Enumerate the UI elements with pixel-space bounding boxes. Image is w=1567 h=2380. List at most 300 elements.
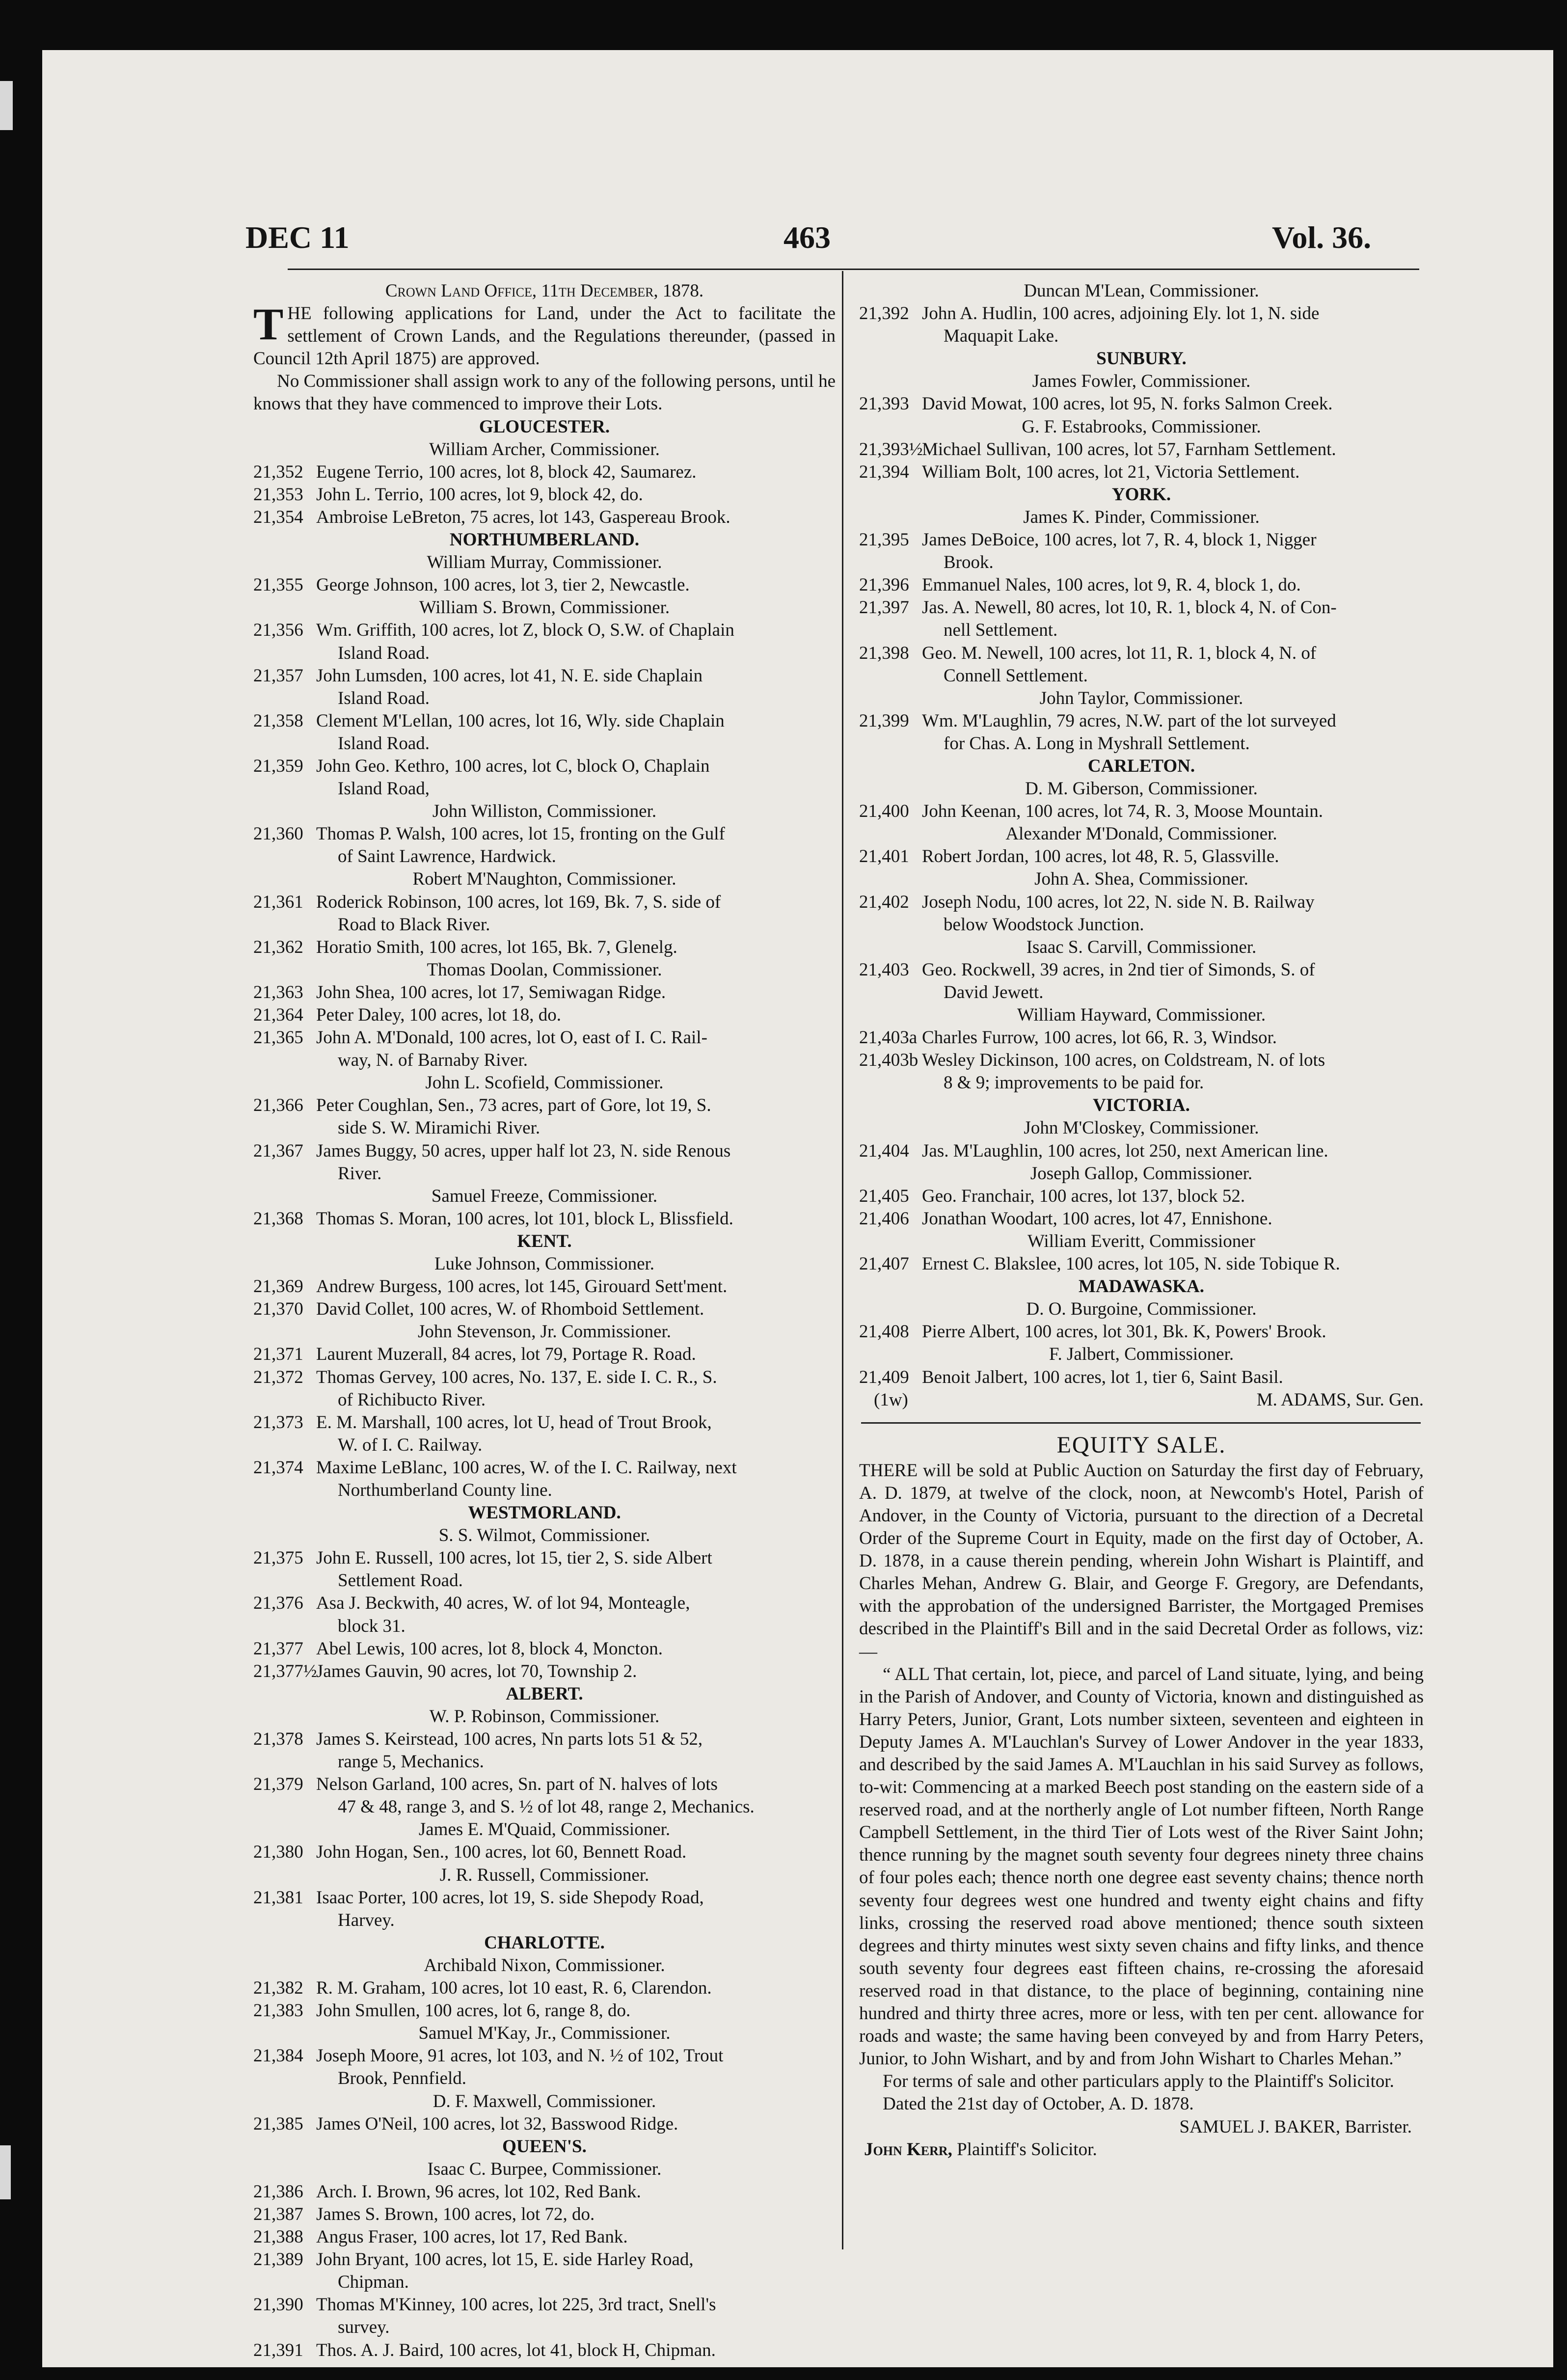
application-number: 21,405	[859, 1186, 909, 1206]
application-entry	[859, 642, 1424, 687]
commissioner-line: W. P. Robinson, Commissioner.	[429, 1706, 660, 1727]
application-text	[316, 1457, 836, 1502]
application-number: 21,365	[253, 1028, 303, 1048]
application-entry	[253, 2181, 836, 2203]
county-heading: KENT.	[517, 1231, 572, 1251]
application-line: Emmanuel Nales, 100 acres, lot 9, R. 4, block 1, do.	[922, 575, 1301, 595]
intro-text: HE following applications for Land, under the Act to facilitate the settlement of Crown Lands, and the Regulations thereunder, (passed in Council 12th April 1875) are approved.	[253, 303, 836, 369]
application-line: John Smullen, 100 acres, lot 6, range 8, do.	[316, 2001, 631, 2021]
application-number: 21,382	[253, 1978, 303, 1999]
application-continuation: for Chas. A. Long in Myshrall Settlement.	[944, 733, 1250, 754]
application-entry	[859, 1140, 1424, 1163]
application-line: Wm. Griffith, 100 acres, lot Z, block O, S.W. of Chaplain	[316, 620, 734, 641]
application-line: Charles Furrow, 100 acres, lot 66, R. 3, Windsor.	[922, 1028, 1277, 1048]
notice-dated: Dated the 21st day of October, A. D. 1878.	[883, 2094, 1194, 2114]
application-number: 21,373	[253, 1412, 303, 1433]
commissioner-line: William S. Brown, Commissioner.	[419, 597, 670, 618]
application-line: James DeBoice, 100 acres, lot 7, R. 4, block 1, Nigger	[922, 530, 1317, 550]
commissioner-line: John M'Closkey, Commissioner.	[1024, 1118, 1259, 1138]
application-number: 21,357	[253, 665, 303, 686]
application-line: John Geo. Kethro, 100 acres, lot C, block O, Chaplain	[316, 756, 710, 776]
application-continuation: way, N. of Barnaby River.	[338, 1050, 528, 1071]
application-line: James Buggy, 50 acres, upper half lot 23, N. side Renous	[316, 1140, 731, 1161]
commissioner-line: William Murray, Commissioner.	[427, 552, 662, 573]
application-line: Robert Jordan, 100 acres, lot 48, R. 5, Glassville.	[922, 846, 1279, 867]
application-line: Horatio Smith, 100 acres, lot 165, Bk. 7, Glenelg.	[316, 937, 677, 957]
application-number: 21,403a	[859, 1028, 918, 1048]
application-line: Michael Sullivan, 100 acres, lot 57, Farnham Settlement.	[922, 439, 1336, 460]
application-number: 21,402	[859, 892, 909, 912]
application-text	[922, 596, 1424, 642]
application-number: 21,376	[253, 1593, 303, 1614]
application-entry	[253, 936, 836, 959]
application-text	[316, 1208, 836, 1230]
signature-line	[859, 1389, 1424, 1411]
application-line: Arch. I. Brown, 96 acres, lot 102, Red Bank.	[316, 2181, 641, 2202]
scan-edge-mark	[0, 2145, 11, 2199]
application-text	[316, 823, 836, 868]
application-number: 21,389	[253, 2249, 303, 2270]
intro-paragraph	[253, 299, 836, 370]
commissioner-line: D. M. Giberson, Commissioner.	[1025, 779, 1258, 799]
application-text	[316, 755, 836, 800]
application-line: Asa J. Beckwith, 40 acres, W. of lot 94, Monteagle,	[316, 1593, 690, 1614]
county-heading: CARLETON.	[1087, 756, 1195, 776]
application-entry	[253, 1411, 836, 1457]
application-text	[316, 1411, 836, 1457]
application-continuation: Chipman.	[338, 2272, 409, 2293]
application-continuation: of Saint Lawrence, Hardwick.	[338, 846, 556, 867]
commissioner-line: James Fowler, Commissioner.	[1032, 371, 1251, 392]
application-number: 21,392	[859, 303, 909, 324]
application-text	[922, 1366, 1424, 1389]
application-number: 21,409	[859, 1367, 909, 1387]
application-text	[316, 2203, 836, 2226]
commissioner-line: William Archer, Commissioner.	[429, 439, 660, 460]
application-number: 21,362	[253, 937, 303, 957]
application-line: James S. Keirstead, 100 acres, Nn parts lots 51 & 52,	[316, 1729, 703, 1749]
application-entry	[859, 1208, 1424, 1230]
application-text	[316, 1140, 836, 1185]
application-number: 21,391	[253, 2340, 303, 2360]
application-entry	[859, 800, 1424, 823]
commissioner-line: John Taylor, Commissioner.	[1039, 688, 1243, 708]
application-text	[922, 1049, 1424, 1094]
left-column	[253, 280, 836, 2362]
application-entry	[253, 1027, 836, 1072]
application-number: 21,352	[253, 461, 303, 482]
commissioner-line: Duncan M'Lean, Commissioner.	[1024, 281, 1259, 301]
application-line: John Bryant, 100 acres, lot 15, E. side Harley Road,	[316, 2249, 694, 2270]
commissioner-line: Isaac C. Burpee, Commissioner.	[427, 2159, 662, 2179]
application-text	[316, 1547, 836, 1592]
application-entry	[253, 1275, 836, 1298]
application-number: 21,378	[253, 1729, 303, 1749]
application-number: 21,377½	[253, 1661, 317, 1681]
application-text	[316, 2294, 836, 2339]
notice-solicitor	[859, 2138, 1424, 2161]
county-heading: QUEEN'S.	[502, 2136, 587, 2157]
application-text	[922, 800, 1424, 823]
application-continuation: Island Road.	[338, 688, 430, 708]
application-number: 21,403b	[859, 1050, 919, 1071]
application-entry	[253, 2045, 836, 2090]
application-entry	[253, 710, 836, 755]
commissioner-line: Isaac S. Carvill, Commissioner.	[1026, 937, 1257, 957]
application-number: 21,385	[253, 2113, 303, 2134]
application-text	[316, 2181, 836, 2203]
application-number: 21,404	[859, 1140, 909, 1161]
application-text	[316, 574, 836, 596]
notice-rule	[861, 1422, 1421, 1424]
application-line: Eugene Terrio, 100 acres, lot 8, block 42, Saumarez.	[316, 461, 697, 482]
application-number: 21,370	[253, 1299, 303, 1320]
application-number: 21,377	[253, 1638, 303, 1659]
application-continuation: 8 & 9; improvements to be paid for.	[944, 1073, 1204, 1093]
application-entry	[253, 1343, 836, 1366]
application-entry	[253, 1887, 836, 1932]
gazette-page	[42, 50, 1553, 2367]
application-continuation: of Richibucto River.	[338, 1389, 486, 1410]
application-number: 21,396	[859, 575, 909, 595]
application-number: 21,375	[253, 1548, 303, 1569]
commissioner-line: Thomas Doolan, Commissioner.	[427, 959, 662, 980]
application-line: Isaac Porter, 100 acres, lot 19, S. side Shepody Road,	[316, 1887, 704, 1908]
commissioner-line: John Williston, Commissioner.	[432, 801, 657, 822]
application-text	[922, 529, 1424, 574]
commissioner-line: J. R. Russell, Commissioner.	[439, 1865, 649, 1885]
application-text	[316, 484, 836, 506]
application-entry	[859, 1049, 1424, 1094]
application-line: Wm. M'Laughlin, 79 acres, N.W. part of the lot surveyed	[922, 710, 1336, 731]
application-number: 21,360	[253, 824, 303, 844]
application-continuation: survey.	[338, 2317, 390, 2338]
application-number: 21,354	[253, 507, 303, 527]
county-heading: GLOUCESTER.	[479, 416, 610, 437]
application-line: Joseph Nodu, 100 acres, lot 22, N. side N. B. Railway	[922, 892, 1315, 912]
application-continuation: 47 & 48, range 3, and S. ½ of lot 48, range 2, Mechanics.	[338, 1797, 755, 1817]
application-number: 21,368	[253, 1208, 303, 1229]
application-continuation: Harvey.	[338, 1910, 395, 1930]
application-number: 21,356	[253, 620, 303, 641]
application-number: 21,383	[253, 2001, 303, 2021]
application-entry	[253, 506, 836, 529]
application-continuation: Brook, Pennfield.	[338, 2068, 467, 2089]
application-line: Thomas M'Kinney, 100 acres, lot 225, 3rd tract, Snell's	[316, 2295, 716, 2315]
application-entry	[859, 1027, 1424, 1049]
application-text	[316, 2226, 836, 2248]
application-line: Geo. M. Newell, 100 acres, lot 11, R. 1, block 4, N. of	[922, 643, 1317, 663]
commissioner-line: D. O. Burgoine, Commissioner.	[1026, 1299, 1257, 1320]
application-line: Thomas Gervey, 100 acres, No. 137, E. side I. C. R., S.	[316, 1367, 717, 1387]
commissioner-line: James K. Pinder, Commissioner.	[1023, 507, 1260, 527]
application-continuation: Road to Black River.	[338, 914, 490, 935]
application-number: 21,363	[253, 982, 303, 1002]
commissioner-line: Luke Johnson, Commissioner.	[434, 1254, 655, 1274]
application-continuation: range 5, Mechanics.	[338, 1752, 484, 1772]
application-text	[922, 845, 1424, 868]
commissioner-line: John L. Scofield, Commissioner.	[425, 1073, 664, 1093]
application-line: John Lumsden, 100 acres, lot 41, N. E. side Chaplain	[316, 665, 703, 686]
application-number: 21,367	[253, 1140, 303, 1161]
solicitor-title: Plaintiff's Solicitor.	[957, 2139, 1097, 2160]
application-entry	[253, 1638, 836, 1660]
notice-paragraph: For terms of sale and other particulars apply to the Plaintiff's Solicitor.	[883, 2071, 1394, 2092]
commissioner-line: Robert M'Naughton, Commissioner.	[412, 869, 676, 890]
application-continuation: below Woodstock Junction.	[944, 914, 1144, 935]
commissioner-line: John Stevenson, Jr. Commissioner.	[418, 1322, 671, 1342]
application-text	[922, 1185, 1424, 1208]
application-continuation: W. of I. C. Railway.	[338, 1434, 483, 1455]
application-text	[316, 1366, 836, 1411]
application-number: 21,400	[859, 801, 909, 822]
application-line: E. M. Marshall, 100 acres, lot U, head of Trout Brook,	[316, 1412, 712, 1433]
application-continuation: River.	[338, 1163, 382, 1184]
application-text	[316, 1841, 836, 1864]
application-text	[922, 642, 1424, 687]
application-continuation: Connell Settlement.	[944, 665, 1088, 686]
county-heading: WESTMORLAND.	[468, 1503, 621, 1523]
application-entry	[859, 959, 1424, 1004]
notice-paragraph: THERE will be sold at Public Auction on Saturday the first day of February, A. D. 1879, at twelve of the clock, noon, at Newcomb's Hotel, Parish of Andover, in the County of Victoria, pursuant to the direction of a Decretal Order of the Supreme Court in Equity, made on the first day of October, A. D. 1878, in a cause therein pending, wherein John Wishart is Plaintiff, and Charles Mehan, Andrew G. Blair, and George F. Gregory, are Defendants, with the approbation of the undersigned Barrister, the Mortgaged Premises described in the Plaintiff's Bill and in the said Decretal Order as follows, viz:—	[859, 1460, 1424, 1662]
application-text	[316, 1660, 836, 1683]
application-text	[316, 1343, 836, 1366]
county-heading: NORTHUMBERLAND.	[449, 530, 640, 550]
commissioner-line: John A. Shea, Commissioner.	[1034, 869, 1248, 890]
application-entry	[253, 1457, 836, 1502]
commissioner-line: Joseph Gallop, Commissioner.	[1030, 1163, 1253, 1184]
application-entry	[253, 619, 836, 664]
application-entry	[253, 2294, 836, 2339]
application-number: 21,355	[253, 575, 303, 595]
application-number: 21,371	[253, 1344, 303, 1365]
application-entry	[253, 981, 836, 1004]
application-entry	[253, 2226, 836, 2248]
application-number: 21,386	[253, 2181, 303, 2202]
application-entry	[859, 1185, 1424, 1208]
commissioner-line: William Hayward, Commissioner.	[1017, 1005, 1266, 1025]
application-line: Thomas P. Walsh, 100 acres, lot 15, fronting on the Gulf	[316, 824, 725, 844]
application-number: 21,407	[859, 1254, 909, 1274]
application-entry	[253, 2248, 836, 2294]
application-text	[922, 891, 1424, 936]
application-number: 21,395	[859, 530, 909, 550]
application-continuation: Brook.	[944, 552, 994, 573]
application-text	[316, 1728, 836, 1773]
application-entry	[253, 1366, 836, 1411]
application-number: 21,387	[253, 2204, 303, 2224]
application-line: John Hogan, Sen., 100 acres, lot 60, Bennett Road.	[316, 1842, 687, 1863]
application-text	[316, 1773, 836, 1818]
application-number: 21,403	[859, 959, 909, 980]
application-entry	[859, 596, 1424, 642]
solicitor-name: John Kerr,	[864, 2139, 952, 2160]
notice-title: EQUITY SALE.	[1056, 1432, 1226, 1458]
commissioner-line: G. F. Estabrooks, Commissioner.	[1022, 416, 1261, 437]
application-line: Nelson Garland, 100 acres, Sn. part of N. halves of lots	[316, 1774, 718, 1795]
application-entry	[253, 1298, 836, 1321]
application-text	[316, 936, 836, 959]
column-divider	[842, 271, 843, 2249]
header-page-number: 463	[784, 220, 831, 255]
application-line: Jas. A. Newell, 80 acres, lot 10, R. 1, block 4, N. of Con-	[922, 597, 1337, 618]
application-line: Ernest C. Blakslee, 100 acres, lot 105, N. side Tobique R.	[922, 1254, 1340, 1274]
application-line: Roderick Robinson, 100 acres, lot 169, Bk. 7, S. side of	[316, 892, 721, 912]
application-text	[316, 981, 836, 1004]
application-line: George Johnson, 100 acres, lot 3, tier 2, Newcastle.	[316, 575, 690, 595]
application-text	[316, 665, 836, 710]
application-number: 21,393	[859, 394, 909, 414]
application-line: R. M. Graham, 100 acres, lot 10 east, R. 6, Clarendon.	[316, 1978, 712, 1999]
application-number: 21,364	[253, 1005, 303, 1025]
application-continuation: Settlement Road.	[338, 1570, 463, 1591]
application-entry	[859, 302, 1424, 348]
application-line: Laurent Muzerall, 84 acres, lot 79, Portage R. Road.	[316, 1344, 696, 1365]
application-number: 21,358	[253, 710, 303, 731]
application-text	[922, 1253, 1424, 1275]
application-text	[922, 574, 1424, 596]
application-line: John Shea, 100 acres, lot 17, Semiwagan Ridge.	[316, 982, 666, 1002]
application-entry	[859, 1366, 1424, 1389]
application-continuation: block 31.	[338, 1616, 405, 1636]
application-entry	[859, 891, 1424, 936]
application-continuation: Island Road.	[338, 643, 430, 663]
application-text	[922, 1208, 1424, 1230]
application-number: 21,388	[253, 2227, 303, 2247]
county-heading: MADAWASKA.	[1079, 1276, 1204, 1297]
application-line: Geo. Franchair, 100 acres, lot 137, block 52.	[922, 1186, 1245, 1206]
application-text	[316, 1638, 836, 1660]
application-text	[922, 710, 1424, 755]
application-entry	[253, 1660, 836, 1683]
office-dateline: Crown Land Office, 11th December, 1878.	[385, 281, 704, 301]
application-line: David Collet, 100 acres, W. of Rhomboid Settlement.	[316, 1299, 704, 1320]
application-entry	[859, 710, 1424, 755]
commissioner-line: D. F. Maxwell, Commissioner.	[432, 2091, 656, 2111]
application-entry	[253, 2203, 836, 2226]
application-text	[316, 461, 836, 484]
equity-sale-notice	[859, 1434, 1424, 2161]
notice-paragraph: No Commissioner shall assign work to any of the following persons, until he knows that they have commenced to improve their Lots.	[253, 371, 836, 414]
application-number: 21,361	[253, 892, 303, 912]
application-line: Jas. M'Laughlin, 100 acres, lot 250, next American line.	[922, 1140, 1328, 1161]
application-entry	[253, 665, 836, 710]
application-line: Thomas S. Moran, 100 acres, lot 101, block L, Blissfield.	[316, 1208, 733, 1229]
scan-edge-mark	[0, 81, 13, 130]
application-entry	[253, 1140, 836, 1185]
application-line: James Gauvin, 90 acres, lot 70, Township 2.	[316, 1661, 637, 1681]
application-line: John Keenan, 100 acres, lot 74, R. 3, Moose Mountain.	[922, 801, 1323, 822]
application-text	[316, 1027, 836, 1072]
application-number: 21,369	[253, 1276, 303, 1297]
application-line: David Mowat, 100 acres, lot 95, N. forks Salmon Creek.	[922, 394, 1333, 414]
header-volume: Vol. 36.	[1272, 220, 1372, 255]
county-heading: CHARLOTTE.	[484, 1932, 605, 1953]
application-entry	[253, 1977, 836, 2000]
application-number: 21,406	[859, 1208, 909, 1229]
application-text	[316, 1275, 836, 1298]
application-text	[922, 1321, 1424, 1343]
application-entry	[859, 1321, 1424, 1343]
application-text	[922, 438, 1424, 461]
application-line: Andrew Burgess, 100 acres, lot 145, Girouard Sett'ment.	[316, 1276, 728, 1297]
application-text	[316, 2339, 836, 2362]
application-text	[316, 710, 836, 755]
commissioner-line: Alexander M'Donald, Commissioner.	[1005, 824, 1277, 844]
application-entry	[253, 891, 836, 936]
application-line: Benoit Jalbert, 100 acres, lot 1, tier 6, Saint Basil.	[922, 1367, 1283, 1387]
application-line: Ambroise LeBreton, 75 acres, lot 143, Gaspereau Brook.	[316, 507, 730, 527]
application-line: Geo. Rockwell, 39 acres, in 2nd tier of Simonds, S. of	[922, 959, 1315, 980]
application-entry	[859, 574, 1424, 596]
right-column-list	[859, 280, 1424, 1411]
application-line: John A. Hudlin, 100 acres, adjoining Ely. lot 1, N. side	[922, 303, 1320, 324]
application-text	[922, 1140, 1424, 1163]
application-continuation: Island Road.	[338, 733, 430, 754]
application-line: John E. Russell, 100 acres, lot 15, tier 2, S. side Albert	[316, 1548, 712, 1569]
application-line: John A. M'Donald, 100 acres, lot O, east of I. C. Rail-	[316, 1028, 707, 1048]
application-text	[316, 2045, 836, 2090]
application-entry	[859, 393, 1424, 415]
application-line: Peter Daley, 100 acres, lot 18, do.	[316, 1005, 562, 1025]
application-text	[316, 1592, 836, 1637]
application-line: Pierre Albert, 100 acres, lot 301, Bk. K, Powers' Brook.	[922, 1322, 1326, 1342]
application-continuation: side S. W. Miramichi River.	[338, 1118, 540, 1138]
application-entry	[253, 1094, 836, 1139]
application-continuation: nell Settlement.	[944, 620, 1058, 641]
application-line: Maxime LeBlanc, 100 acres, W. of the I. C. Railway, next	[316, 1457, 737, 1478]
application-entry	[859, 529, 1424, 574]
county-heading: YORK.	[1111, 484, 1171, 505]
application-text	[316, 2248, 836, 2294]
application-entry	[253, 1841, 836, 1864]
application-text	[316, 1887, 836, 1932]
application-number: 21,394	[859, 461, 909, 482]
application-continuation: David Jewett.	[944, 982, 1044, 1002]
application-text	[316, 1094, 836, 1139]
application-text	[316, 1298, 836, 1321]
application-line: Angus Fraser, 100 acres, lot 17, Red Bank.	[316, 2227, 628, 2247]
application-continuation: Maquapit Lake.	[944, 326, 1059, 347]
application-number: 21,393½	[859, 439, 923, 460]
application-line: William Bolt, 100 acres, lot 21, Victoria Settlement.	[922, 461, 1300, 482]
county-heading: VICTORIA.	[1093, 1095, 1190, 1116]
header-rule	[288, 269, 1419, 270]
application-number: 21,366	[253, 1095, 303, 1116]
application-entry	[253, 574, 836, 596]
application-line: Abel Lewis, 100 acres, lot 8, block 4, Moncton.	[316, 1638, 663, 1659]
application-number: 21,399	[859, 710, 909, 731]
application-number: 21,381	[253, 1887, 303, 1908]
application-entry	[253, 1547, 836, 1592]
application-entry	[253, 484, 836, 506]
application-number: 21,384	[253, 2046, 303, 2066]
commissioner-line: Samuel Freeze, Commissioner.	[431, 1186, 658, 1206]
application-number: 21,401	[859, 846, 909, 867]
application-entry	[253, 461, 836, 484]
application-text	[922, 302, 1424, 348]
application-entry	[859, 438, 1424, 461]
application-line: Thos. A. J. Baird, 100 acres, lot 41, block H, Chipman.	[316, 2340, 716, 2360]
application-number: 21,408	[859, 1322, 909, 1342]
application-text	[316, 506, 836, 529]
commissioner-line: S. S. Wilmot, Commissioner.	[438, 1525, 650, 1546]
application-number: 21,398	[859, 643, 909, 663]
application-number: 21,353	[253, 484, 303, 505]
commissioner-line: James E. M'Quaid, Commissioner.	[418, 1819, 671, 1840]
application-number: 21,379	[253, 1774, 303, 1795]
application-entry	[253, 2339, 836, 2362]
